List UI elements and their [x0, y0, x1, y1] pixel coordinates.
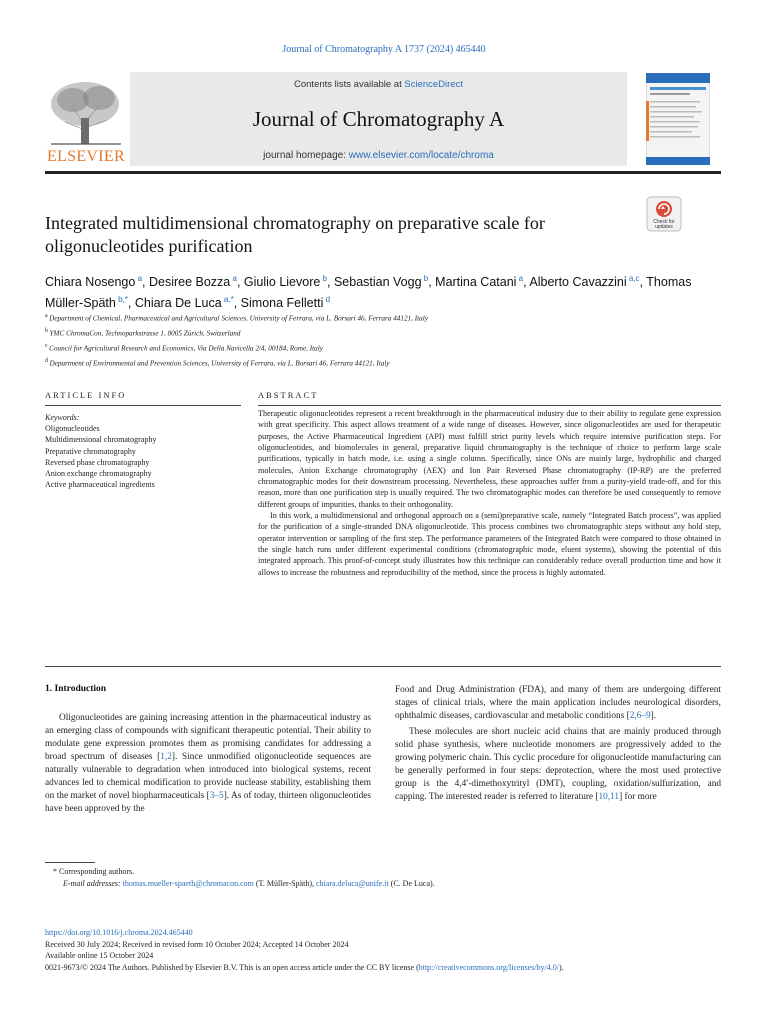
intro-right-column	[395, 684, 721, 804]
license-suffix: ).	[559, 962, 564, 972]
affiliation-mark: a	[45, 313, 50, 319]
keyword-item: Preparative chromatography	[45, 446, 136, 456]
abstract-paragraph-2: In this work, a multidimensional and orthogonal approach on a (semi)preparative scale, namely “Integrated Batch process”, was applied for the purification of a single-stranded DNA oligonucleotide. This process combines two chromatographic steps without any hold step, operator intervention or sampling of the first step. The performance parameters of the Integrated Batch were compared to those obtained in the single batch runs under different experimental conditions (chromatographic mode, eluent systems), showing the potential of this integrated approach. This proof-of-concept study illustrates how this technique can considerably reduce overall production time and how it allows to increase the robustness and reproducibility of the method, since the process is highly automated.	[258, 511, 721, 577]
journal-reference[interactable]: Journal of Chromatography A 1737 (2024) 465440	[282, 44, 486, 55]
keyword-item: Anion exchange chromatography	[45, 469, 152, 479]
intro-paragraph-1	[45, 712, 371, 816]
affiliation-mark: b	[45, 327, 50, 334]
abstract-heading: ABSTRACT	[258, 390, 319, 400]
affiliation-text: Department of Chemical, Pharmaceutical and Agricultural Sciences, University of Ferrara, via L. Borsari 46, Ferrara 44121, Italy	[49, 314, 428, 323]
abstract-body	[258, 408, 721, 578]
badge-line2: updates	[655, 224, 673, 230]
author-name: Sebastian Vogg	[333, 275, 422, 290]
author-affiliation-mark[interactable]: b	[421, 274, 429, 283]
article-info-heading: ARTICLE INFO	[45, 390, 127, 400]
paragraph-text: ] for more	[619, 792, 657, 802]
article-info-rule	[45, 405, 241, 406]
email-label: E-mail addresses:	[63, 879, 123, 888]
affiliation-text: Council for Agricultural Research and Economics, Via Della Navicella 2/4, 00184, Rome, Italy	[49, 344, 323, 353]
footnote-rule	[45, 862, 95, 863]
elsevier-wordmark: ELSEVIER	[47, 148, 125, 165]
paragraph-text: ]. Since unmodified oligonucleotide sequences are naturally vulnerable to degradation when introduced into biological systems, recent advances led to chemical modification to provide nuclease stability, establishing them on the market of novel biopharmaceuticals [	[45, 752, 371, 801]
affiliation-item	[45, 340, 705, 355]
keyword-item: Active pharmaceutical ingredients	[45, 480, 155, 490]
corresponding-note: * Corresponding authors.	[53, 867, 135, 876]
homepage-prefix: journal homepage:	[263, 150, 349, 161]
author-name: Simona Felletti	[240, 296, 324, 311]
paragraph-text: Oligonucleotides are gaining increasing attention in the pharmaceutical industry as an emerging class of compounds with significant therapeutic potential. Their ability to modulate gene expression promotes them as promising candidates for addressing a broad spectrum of diseases [	[45, 713, 371, 762]
email-owner-2: (C. De Luca).	[388, 879, 435, 888]
author-name: Chiara Nosengo	[45, 275, 136, 290]
journal-cover-thumbnail	[646, 73, 710, 165]
keywords-label: Keywords:	[45, 413, 80, 422]
email-link-2[interactable]: chiara.deluca@unife.it	[316, 879, 389, 888]
affiliation-item	[45, 325, 705, 340]
journal-homepage-link[interactable]: www.elsevier.com/locate/chroma	[348, 150, 494, 161]
author-affiliation-mark[interactable]: a	[230, 274, 237, 283]
keyword-item: Multidimensional chromatography	[45, 435, 157, 445]
author-affiliation-mark[interactable]: a,*	[221, 295, 234, 305]
abstract-bottom-rule	[45, 666, 721, 667]
intro-paragraph-2	[395, 726, 721, 804]
author-affiliation-mark[interactable]: d	[323, 295, 331, 305]
paragraph-text: These molecules are short nucleic acid chains that are mainly produced through solid phase synthesis, where nucleotide monomers are progressively added to the growing polymeric chain. This cyclic procedure for oligonucleotide manufacturing can be generally performed in four steps: deprotection, where the most used protective group is the 4,4′-dimethoxytrityl (DMT), coupling, oxidation/sulfurization, and capping. The interested reader is referred to literature [	[395, 727, 721, 802]
header-rule	[45, 171, 721, 174]
paragraph-text: Food and Drug Administration (FDA), and many of them are undergoing different stages of clinical trials, where the main application includes neurological disorders, ophthalmic diseases, cardiovascular and metabolic conditions [	[395, 685, 721, 721]
sciencedirect-link[interactable]: ScienceDirect	[404, 79, 463, 90]
paragraph-text: ].	[650, 711, 657, 721]
keyword-item: Oligonucleotides	[45, 424, 100, 434]
introduction-heading: 1. Introduction	[45, 684, 107, 694]
author-name: Desiree Bozza	[148, 275, 231, 290]
keywords-block	[45, 412, 240, 490]
contents-available-line	[130, 79, 627, 90]
author-affiliation-mark[interactable]: b	[320, 274, 327, 283]
citation-link[interactable]: 1,2	[160, 752, 172, 762]
affiliation-mark: c	[45, 342, 50, 349]
journal-homepage-line	[130, 150, 627, 161]
check-for-updates-badge[interactable]	[646, 196, 682, 232]
author-list: Chiara Nosengo $^a$, Desiree Bozza $^a$, Giulio Lievore $^b$, Sebastian Vogg $^b$, Martina Catani $^a$, Alberto Cavazzini $^{a,c}$, Thomas Müller-Späth $^{b,*}$, Chiara De Luca $^{a,*}$, Simona Felletti $^d$	[45, 274, 692, 311]
citation-link[interactable]: 2,6–9	[629, 711, 651, 721]
citation-link[interactable]: 3–5	[209, 791, 224, 801]
affiliation-text: Department of Environmental and Prevention Sciences, University of Ferrara, via L. Borsari 46, Ferrara 44121, Italy	[49, 359, 390, 368]
received-dates: Received 30 July 2024; Received in revised form 10 October 2024; Accepted 14 October 2024	[45, 939, 349, 949]
affiliation-item	[45, 310, 705, 325]
affiliation-mark: d	[45, 357, 50, 364]
license-prefix: 0021-9673/© 2024 The Authors. Published by Elsevier B.V. This is an open access article under the CC BY license (	[45, 962, 419, 972]
author-name: Giulio Lievore	[243, 275, 321, 290]
affiliation-text: YMC ChromaCon, Technoparkstrasse 1, 8005 Zürich, Switzerland	[49, 329, 241, 338]
author-name: Chiara De Luca	[134, 296, 222, 311]
author-affiliation-mark[interactable]: a,c	[626, 274, 640, 283]
intro-left-column	[45, 712, 371, 816]
article-title: Integrated multidimensional chromatography on preparative scale for oligonucleotides purification	[45, 213, 545, 256]
license-line	[45, 962, 735, 974]
citation-link[interactable]: 10,11	[598, 792, 620, 802]
author-name: Thomas Müller-Späth	[45, 275, 692, 311]
publication-info	[45, 927, 735, 973]
available-online: Available online 15 October 2024	[45, 951, 154, 961]
paragraph-text: ]. As of today, thirteen oligonucleotides have been approved by the	[45, 791, 371, 814]
author-affiliation-mark[interactable]: a	[135, 274, 143, 283]
journal-title: Journal of Chromatography A	[252, 107, 505, 131]
footnotes	[45, 866, 721, 890]
email-owner-1: (T. Müller-Späth),	[253, 879, 316, 888]
email-link-1[interactable]: thomas.mueller-spaeth@chromacon.com	[122, 879, 254, 888]
author-name: Martina Catani	[435, 275, 517, 290]
email-line	[45, 878, 721, 890]
affiliation-list	[45, 310, 705, 370]
license-link[interactable]: http://creativecommons.org/licenses/by/4.0/	[418, 962, 560, 972]
contents-prefix: Contents lists available at	[294, 79, 405, 90]
author-affiliation-mark[interactable]: a	[516, 274, 524, 283]
abstract-paragraph-1: Therapeutic oligonucleotides represent a recent breakthrough in the pharmaceutical industry due to their ability to regulate gene expression with great specificity. This aspect allows treatment of a wide range of diseases. However, since oligonucleotides are used for therapeutic purposes, the Active Pharmaceutical Ingredient (API) must fulfill strict purity levels which require intensive purification steps. For oligonucleotides, and biomolecules in general, preparative liquid chromatography is the technique of choice to perform large scale purifications, typically in batch mode, i.e. using a single column. Specifically, since ONs are mainly large, hydrophilic and charged molecules, Anion Exchange chromatography (AEX) and Ion Pair Reversed Phase chromatography (IP-RP) are the preferred chromatographic modes for their downstream processing. Nevertheless, these approaches suffer from a purity-yield trade-off, and for this reason, more than one purification step is usually required. The two chromatographic modes can therefore be used consequently to remove different groups of impurities, thanks to their orthogonality.	[258, 409, 721, 509]
author-name: Alberto Cavazzini	[529, 275, 627, 290]
keyword-item: Reversed phase chromatography	[45, 457, 150, 467]
affiliation-item	[45, 355, 705, 370]
author-affiliation-mark[interactable]: b,*	[115, 295, 128, 305]
abstract-rule	[258, 405, 721, 406]
intro-paragraph-1-continued	[395, 684, 721, 723]
doi-link[interactable]: https://doi.org/10.1016/j.chroma.2024.465440	[45, 928, 193, 937]
badge-line1: Check for	[653, 219, 675, 225]
